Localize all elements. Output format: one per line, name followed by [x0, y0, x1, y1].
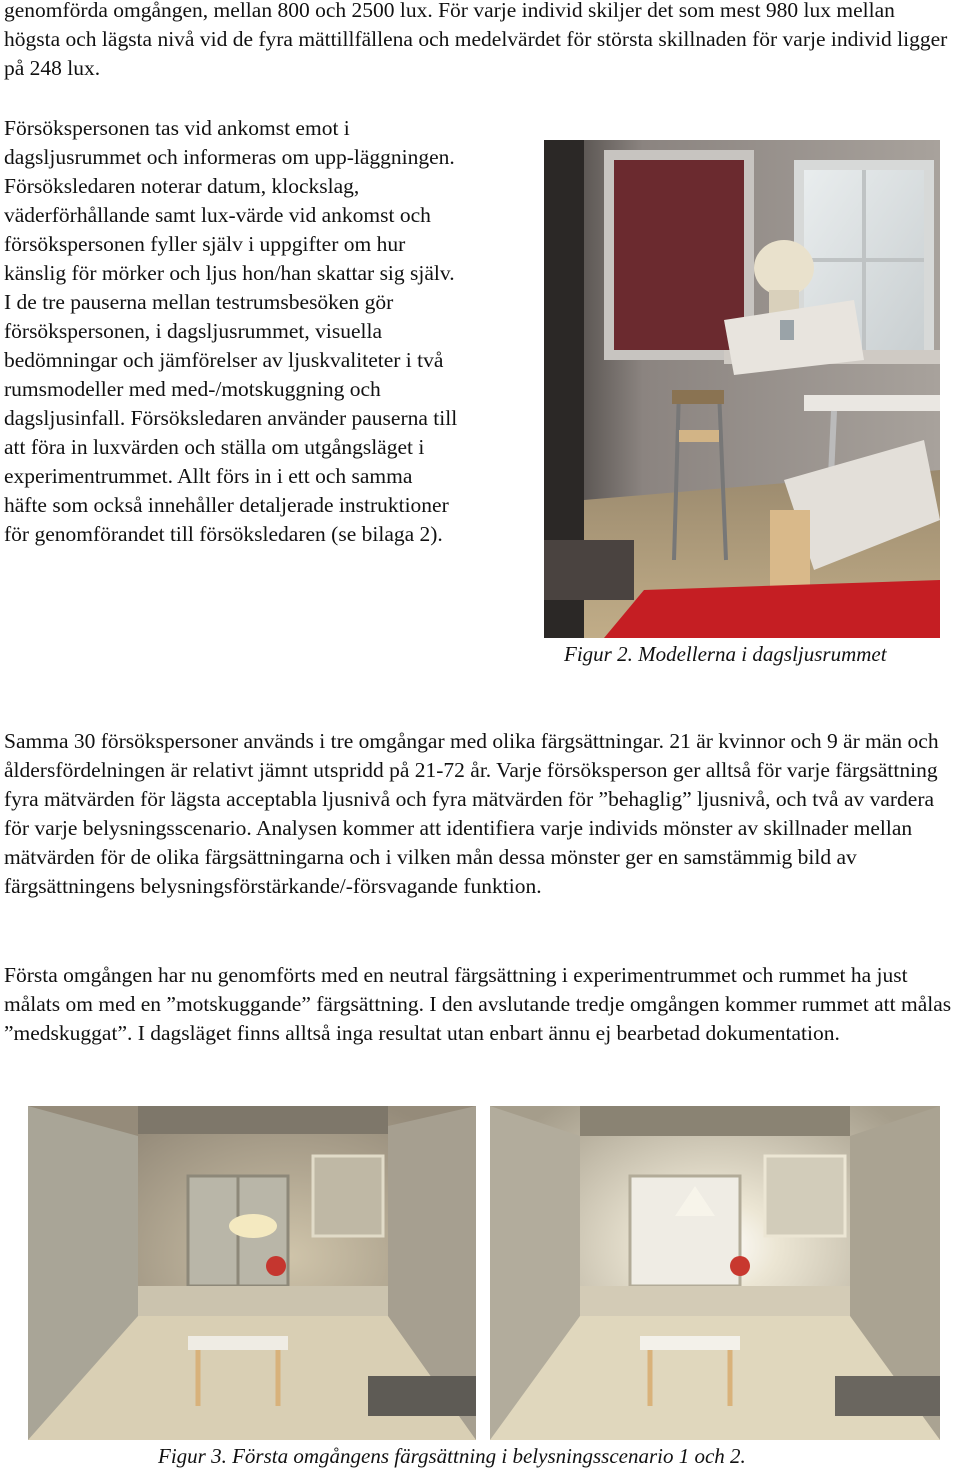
participants-paragraph: Samma 30 försökspersoner används i tre omgångar med olika färgsättningar. 21 är kvinnor och 9 är män och åldersfördelningen är relativt jämnt utspridd på 21-72 år. Varje försöksperson ger alltså för varje färgsättning fyra mätvärden för lägsta acceptabla ljusnivå och fyra mätvärden för ”behaglig” ljusnivå, och två av vardera för varje belysningsscenario. Analysen kommer att identifiera varje individs mönster av skillnader mellan mätvärden för de olika färgsättningarna och i vilken mån dessa mönster ger en samstämmig bild av färgsättningens belysningsförstärkande/-försvagande funktion. [4, 729, 939, 898]
procedure-paragraph: Försökspersonen tas vid ankomst emot i dagsljusrummet och informeras om upp-läggningen. Försöksledaren noterar datum, klockslag, väderförhållande samt lux-värde vid ankomst och försökspersonen fyller själv i uppgifter om hur känslig för mörker och ljus hon/han skattar sig själv. I de tre pauserna mellan testrumsbesöken gör försökspersonen, i dagsljusrummet, visuella bedömningar och jämförelser av ljuskvaliteter i två rumsmodeller med med-/motskuggning och dagsljusinfall. Försöksledaren använder pauserna till att föra in luxvärden och ställa om utgångsläget i experimentrummet. Allt förs in i ett och samma häfte som också innehåller detaljerade instruktioner för genomförandet till försöksledaren (se bilaga 2). [4, 116, 458, 546]
figure-3-caption: Figur 3. Första omgångens färgsättning i belysningsscenario 1 och 2. [158, 1444, 746, 1468]
figure-2-photo [544, 140, 940, 638]
figure-3-scenario-2-photo [490, 1106, 940, 1440]
figure-3-scenario-1-photo [28, 1106, 476, 1440]
status-paragraph: Första omgången har nu genomförts med en neutral färgsättning i experimentrummet och rummet ha just målats om med en ”motskuggande” färgsättning. I den avslutande tredje omgången kommer rummet att målas ”medskuggat”. I dagsläget finns alltså inga resultat utan enbart ännu ej bearbetad dokumentation. [4, 963, 952, 1045]
intro-paragraph: genomförda omgången, mellan 800 och 2500 lux. För varje individ skiljer det som mest 980 lux mellan högsta och lägsta nivå vid de fyra mättillfällena och medelvärdet för största skillnaden för varje individ ligger på 248 lux. [4, 0, 948, 80]
figure-2-caption: Figur 2. Modellerna i dagsljusrummet [564, 642, 887, 666]
